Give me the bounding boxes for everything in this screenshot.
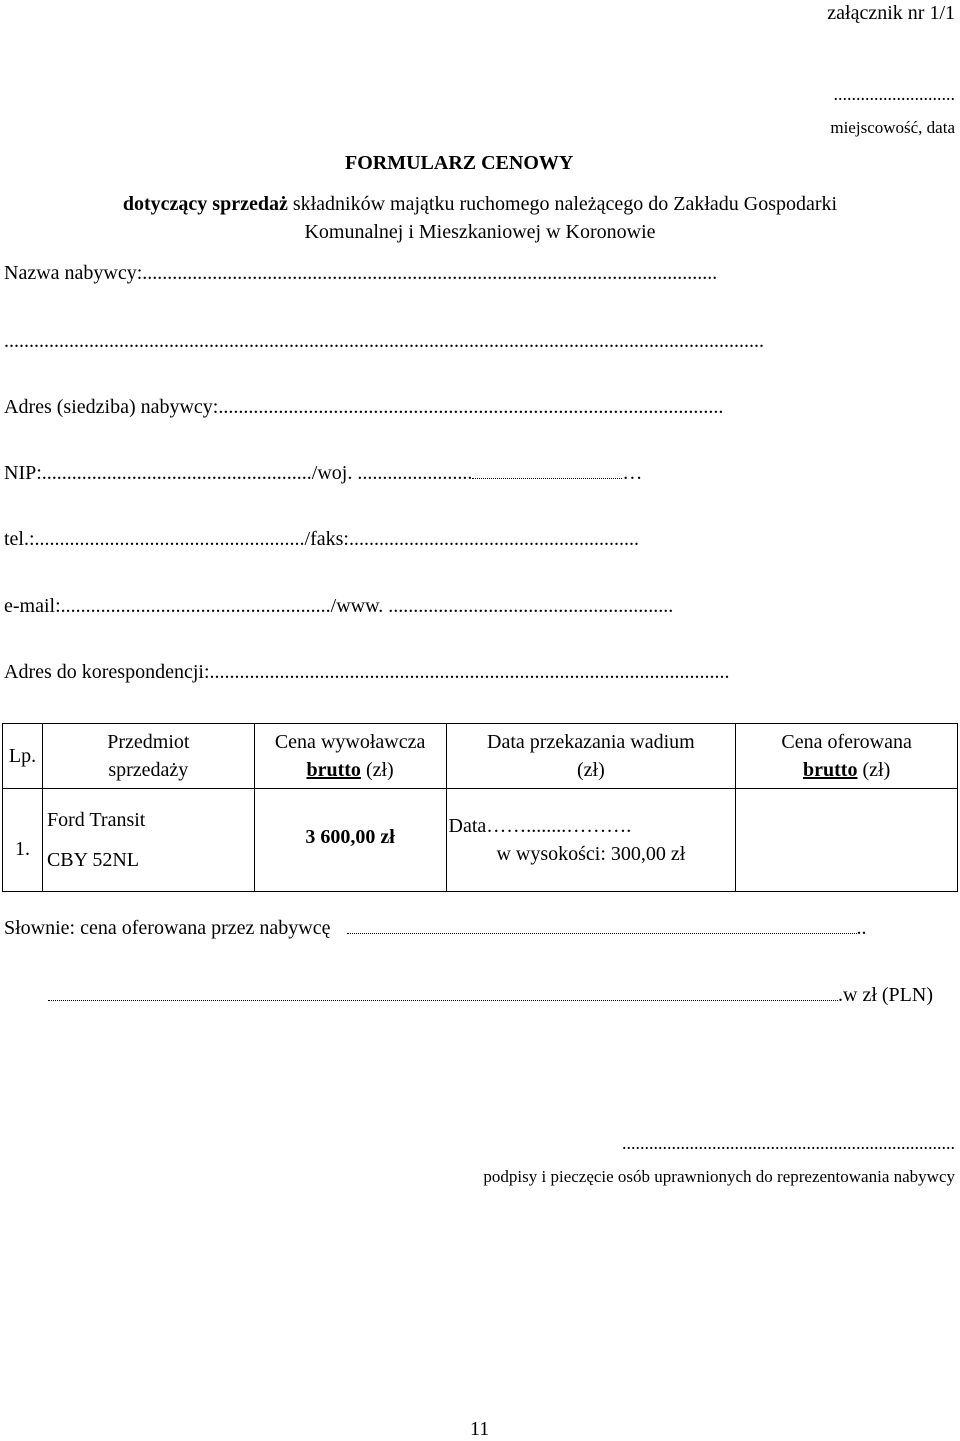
tel-fax-field[interactable]: tel.:....................................................../faks:.......................................................... (4, 528, 639, 550)
in-words-label: Słownie: cena oferowana przez nabywcę (4, 917, 331, 939)
price-table (2, 723, 958, 892)
buyer-name-continuation-field[interactable]: ........................................................................................................................................................ (4, 330, 764, 352)
in-words-field[interactable] (4, 917, 867, 940)
email-www-field[interactable]: e-mail:....................................................../www. ......................................................... (4, 595, 674, 617)
header-start-price: Cena wywoławcza brutto (zł) (254, 724, 446, 789)
row-deposit-date[interactable]: Data……........………. (448, 815, 632, 837)
header-deposit: Data przekazania wadium (zł) (446, 724, 736, 789)
place-date-dots[interactable]: ........................... (833, 84, 955, 104)
header-subject: Przedmiot sprzedaży (42, 724, 254, 789)
signature-label: podpisy i pieczęcie osób uprawnionych do reprezentowania nabywcy (483, 1167, 955, 1186)
buyer-address-field[interactable]: Adres (siedziba) nabywcy:..................................................................................................... (4, 396, 724, 418)
nip-region-leader (472, 478, 622, 479)
row-deposit (446, 789, 736, 892)
correspondence-address-field[interactable]: Adres do korespondencji:........................................................................................................ (4, 661, 730, 683)
table-row (3, 789, 958, 892)
row-deposit-amount: w wysokości: 300,00 zł (496, 843, 686, 865)
nip-region-ellipsis: … (622, 462, 643, 484)
signature-dots[interactable]: .......................................................................... (622, 1133, 955, 1153)
row-lp: 1. (3, 789, 43, 892)
row-subject-plate: CBY 52NL (46, 849, 140, 871)
in-words-line2-leader (48, 1000, 838, 1001)
form-title: FORMULARZ CENOWY (345, 152, 574, 174)
in-words-trail: .. (856, 917, 867, 939)
attachment-label: załącznik nr 1/1 (827, 2, 955, 24)
in-words-currency: .w zł (PLN) (838, 984, 933, 1006)
page-number: 11 (470, 1418, 490, 1440)
header-offer-price: Cena oferowana brutto (zł) (736, 724, 958, 789)
buyer-name-field[interactable]: Nazwa nabywcy:................................................................................................................... (4, 262, 718, 284)
row-subject (42, 789, 254, 892)
nip-region-text: NIP:....................................................../woj. ....................... (4, 462, 473, 484)
in-words-leader (347, 933, 857, 934)
subtitle-bold: dotyczący sprzedaż (122, 193, 288, 215)
header-lp: Lp. (3, 724, 43, 789)
form-subtitle-line2: Komunalnej i Mieszkaniowej w Koronowie (304, 221, 656, 243)
place-date-label: miejscowość, data (830, 118, 955, 137)
form-subtitle-line1 (0, 193, 960, 216)
table-header-row (3, 724, 958, 789)
subtitle-rest: składników majątku ruchomego należącego do Zakładu Gospodarki (287, 193, 838, 215)
row-start-price: 3 600,00 zł (254, 789, 446, 892)
row-offer-price-input[interactable] (736, 789, 958, 892)
row-subject-model: Ford Transit (46, 809, 146, 831)
in-words-line2[interactable] (48, 984, 933, 1007)
nip-region-field[interactable] (4, 462, 642, 485)
